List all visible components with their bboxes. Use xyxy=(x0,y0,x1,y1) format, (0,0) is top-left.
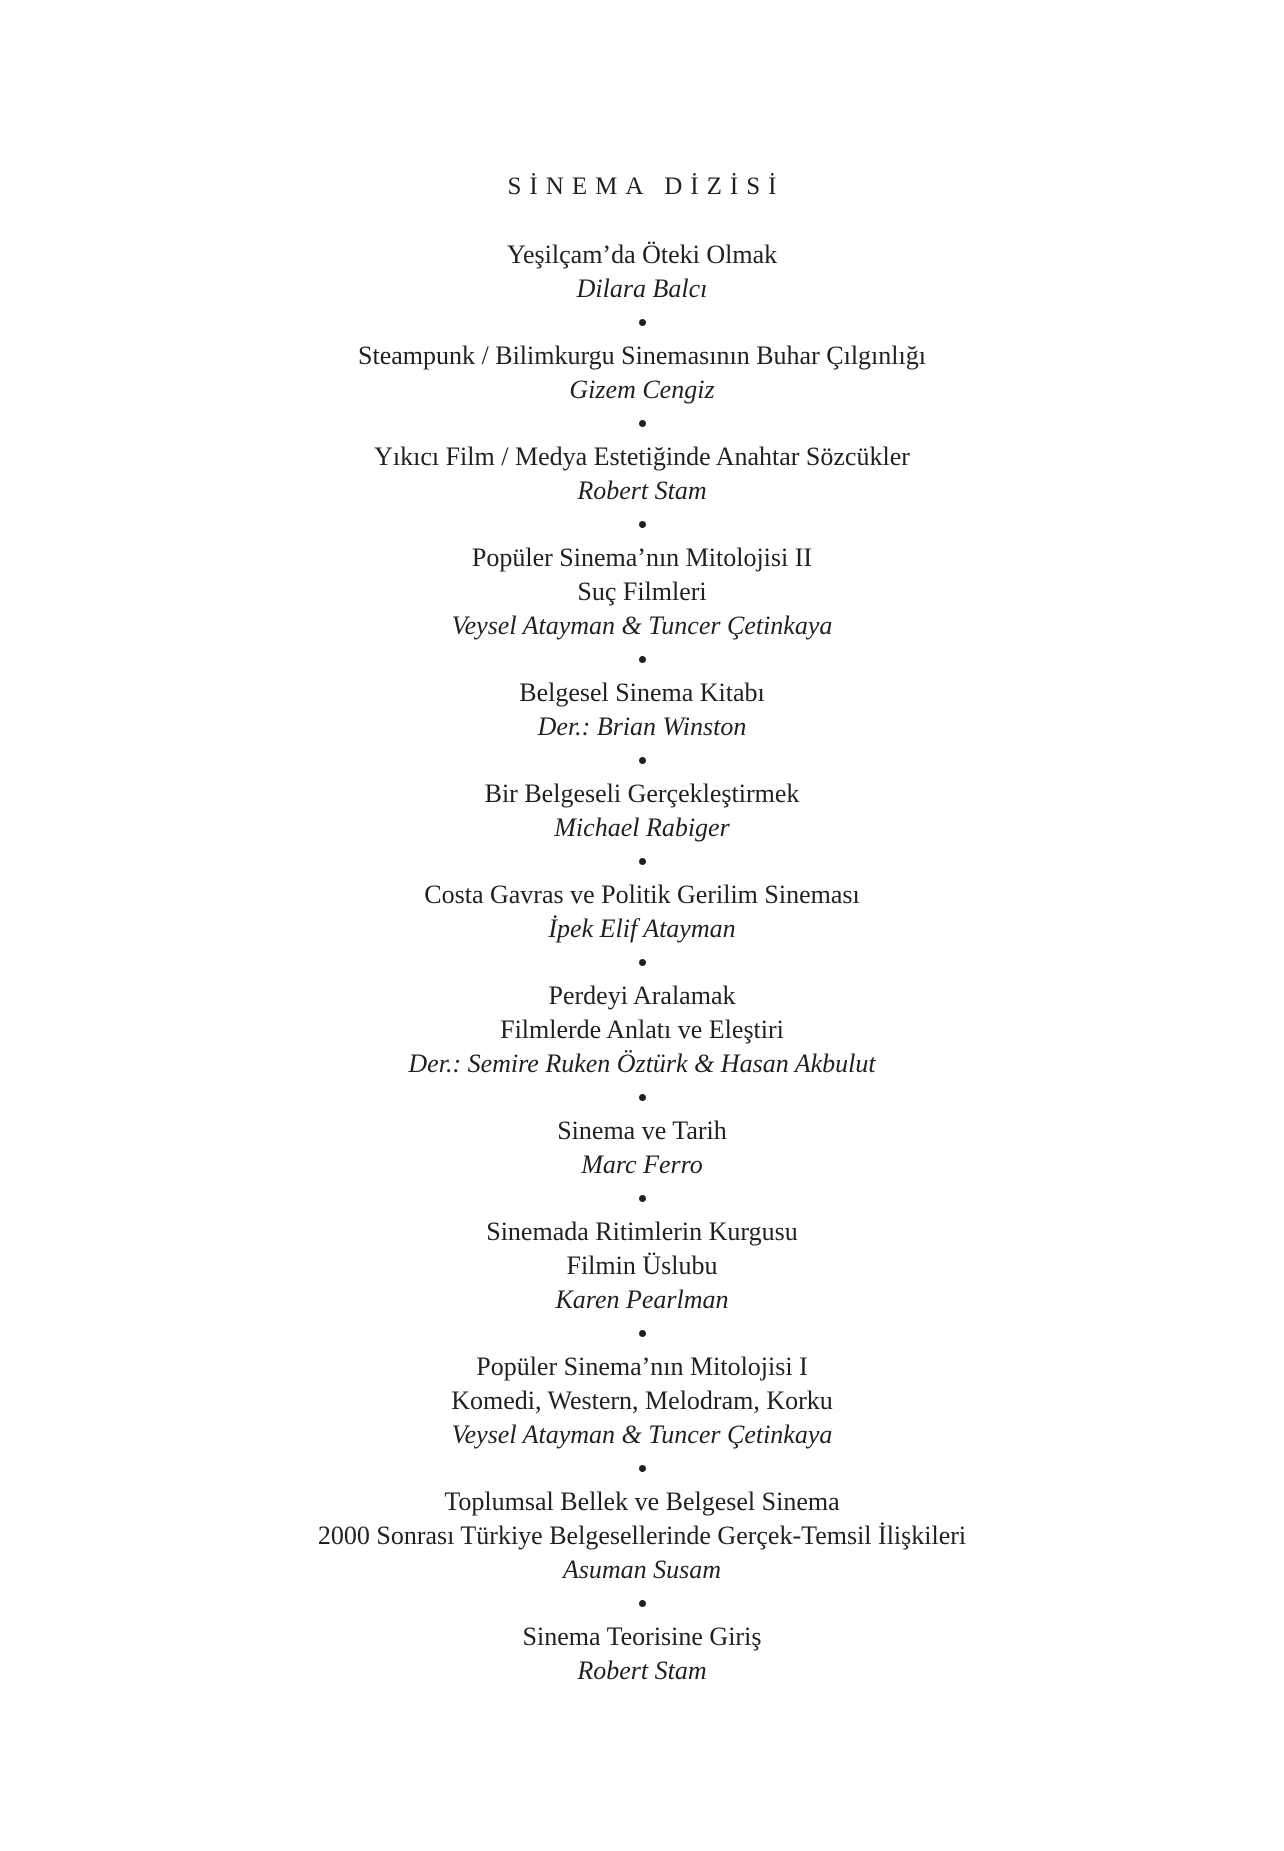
separator-bullet xyxy=(0,1452,1284,1485)
separator-bullet xyxy=(0,643,1284,676)
bullet-dot-icon xyxy=(639,1195,646,1202)
book-author: Gizem Cengiz xyxy=(569,375,715,404)
separator-bullet xyxy=(0,1587,1284,1620)
book-entry xyxy=(0,541,1284,643)
bullet-dot-icon xyxy=(639,319,646,326)
book-entry xyxy=(0,238,1284,306)
separator-bullet xyxy=(0,845,1284,878)
separator-bullet xyxy=(0,744,1284,777)
book-title: Steampunk / Bilimkurgu Sinemasının Buhar Çılgınlığı xyxy=(358,341,926,370)
book-subtitle: Komedi, Western, Melodram, Korku xyxy=(451,1386,833,1415)
separator-bullet xyxy=(0,1182,1284,1215)
book-author: Veysel Atayman & Tuncer Çetinkaya xyxy=(451,1420,833,1449)
series-title: SİNEMA DİZİSİ xyxy=(507,173,785,200)
book-title: Belgesel Sinema Kitabı xyxy=(519,678,765,707)
bullet-dot-icon xyxy=(639,656,646,663)
book-subtitle: Filmin Üslubu xyxy=(566,1251,718,1280)
bullet-dot-icon xyxy=(639,1600,646,1607)
book-entry xyxy=(0,1350,1284,1452)
separator-bullet xyxy=(0,508,1284,541)
book-entry xyxy=(0,339,1284,407)
book-title: Toplumsal Bellek ve Belgesel Sinema xyxy=(444,1487,840,1516)
book-entry xyxy=(0,1620,1284,1688)
book-entry xyxy=(0,979,1284,1081)
book-author: Robert Stam xyxy=(577,1656,707,1685)
bullet-dot-icon xyxy=(639,959,646,966)
book-list xyxy=(0,238,1284,1688)
book-entry xyxy=(0,777,1284,845)
bullet-dot-icon xyxy=(639,1094,646,1101)
book-title: Perdeyi Aralamak xyxy=(548,981,736,1010)
separator-bullet xyxy=(0,946,1284,979)
book-entry xyxy=(0,440,1284,508)
book-author: İpek Elif Atayman xyxy=(548,914,736,943)
separator-bullet xyxy=(0,1081,1284,1114)
book-entry xyxy=(0,676,1284,744)
book-author: Der.: Brian Winston xyxy=(537,712,747,741)
book-entry xyxy=(0,1114,1284,1182)
book-title: Bir Belgeseli Gerçekleştirmek xyxy=(484,779,800,808)
bullet-dot-icon xyxy=(639,858,646,865)
book-author: Der.: Semire Ruken Öztürk & Hasan Akbulut xyxy=(408,1049,876,1078)
bullet-dot-icon xyxy=(639,420,646,427)
book-author: Michael Rabiger xyxy=(554,813,730,842)
book-author: Veysel Atayman & Tuncer Çetinkaya xyxy=(451,611,833,640)
bullet-dot-icon xyxy=(639,1465,646,1472)
bullet-dot-icon xyxy=(639,1330,646,1337)
bullet-dot-icon xyxy=(639,521,646,528)
book-author: Karen Pearlman xyxy=(555,1285,729,1314)
book-title: Costa Gavras ve Politik Gerilim Sineması xyxy=(424,880,860,909)
separator-bullet xyxy=(0,306,1284,339)
book-entry xyxy=(0,1485,1284,1587)
book-title: Popüler Sinema’nın Mitolojisi I xyxy=(476,1352,808,1381)
separator-bullet xyxy=(0,407,1284,440)
book-subtitle: Suç Filmleri xyxy=(577,577,707,606)
bullet-dot-icon xyxy=(639,757,646,764)
book-title: Yıkıcı Film / Medya Estetiğinde Anahtar Sözcükler xyxy=(374,442,910,471)
book-title: Sinema Teorisine Giriş xyxy=(522,1622,762,1651)
book-author: Dilara Balcı xyxy=(576,274,708,303)
book-title: Popüler Sinema’nın Mitolojisi II xyxy=(471,543,813,572)
book-title: Sinemada Ritimlerin Kurgusu xyxy=(486,1217,798,1246)
book-author: Asuman Susam xyxy=(562,1555,722,1584)
book-title: Sinema ve Tarih xyxy=(557,1116,727,1145)
book-subtitle: 2000 Sonrası Türkiye Belgesellerinde Gerçek-Temsil İlişkileri xyxy=(317,1521,967,1550)
book-author: Robert Stam xyxy=(577,476,707,505)
book-title: Yeşilçam’da Öteki Olmak xyxy=(506,240,778,269)
separator-bullet xyxy=(0,1317,1284,1350)
book-entry xyxy=(0,1215,1284,1317)
book-subtitle: Filmlerde Anlatı ve Eleştiri xyxy=(500,1015,784,1044)
book-entry xyxy=(0,878,1284,946)
book-author: Marc Ferro xyxy=(581,1150,703,1179)
